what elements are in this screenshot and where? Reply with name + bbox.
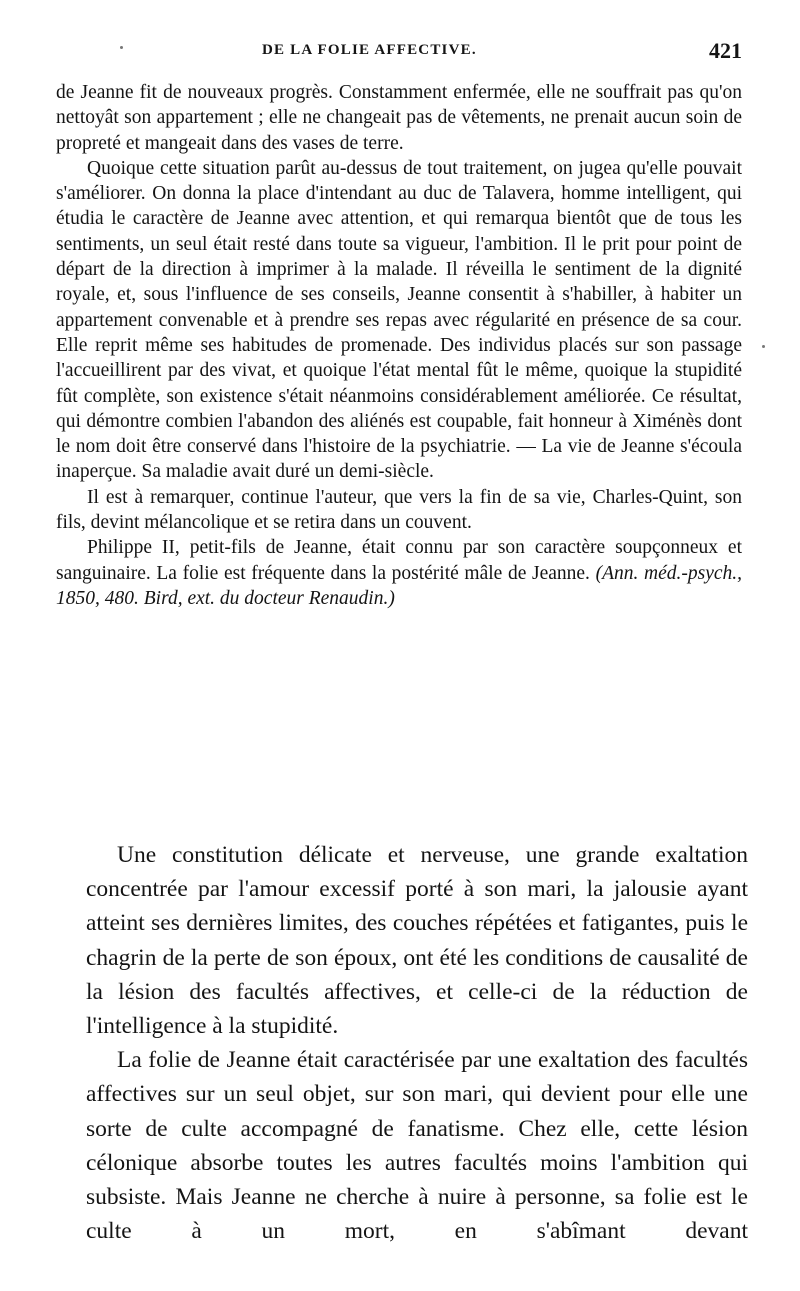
body-paragraph-2: La folie de Jeanne était caractérisée par une exaltation des facultés affectives sur un seul objet, sur son mari, qui devient pour elle une sorte de culte accompagné de fanatisme. Chez elle, cette lésion célonique absorbe toutes les autres facultés moins l'ambition qui subsiste. Mais Jeanne ne cherche à nuire à personne, sa folie est le culte à un mort, en s'abîmant devant <box>86 1047 748 1245</box>
print-speck <box>120 46 123 49</box>
quote-paragraph-1: de Jeanne fit de nouveaux progrès. Constamment enfermée, elle ne souffrait pas qu'on nettoyât son appartement ; elle ne changeait pas de vêtements, ne prenait aucun soin de propreté et mangeait dans des vases de terre. <box>56 82 742 154</box>
quote-paragraph-4 <box>56 535 742 611</box>
quoted-case-history <box>56 80 742 611</box>
quote-paragraph-2: Quoique cette situation parût au-dessus de tout traitement, on jugea qu'elle pouvait s'améliorer. On donna la place d'intendant au duc de Talavera, homme intelligent, qui étudia le caractère de Jeanne avec attention, et qui remarqua bientôt que de tous les sentiments, un seul était resté dans toute sa vigueur, l'ambition. Il le prit pour point de départ de la direction à imprimer à la malade. Il réveilla le sentiment de la dignité royale, et, sous l'influence de ses conseils, Jeanne consentit à s'habiller, à habiter un appartement convenable et à prendre ses repas avec régularité en présence de sa cour. Elle reprit même ses habitudes de promenade. Des individus placés sur son passage l'accueillirent par des vivat, et quoique l'état mental fût le même, quoique la stupidité fût complète, son existence s'était néanmoins considérablement améliorée. Ce résultat, qui démontre combien l'abandon des aliénés est coupable, fait honneur à Ximénès dont le nom doit être conservé dans l'histoire de la psychiatrie. — La vie de Jeanne s'écoula inaperçue. Sa maladie avait duré un demi-siècle. <box>56 157 742 483</box>
main-text <box>86 838 748 1248</box>
quote-paragraph-3: Il est à remarquer, continue l'auteur, que vers la fin de sa vie, Charles-Quint, son fils, devint mélancolique et se retira dans un couvent. <box>56 486 742 534</box>
body-paragraph-1: Une constitution délicate et nerveuse, une grande exaltation concentrée par l'amour excessif porté à son mari, la jalousie ayant atteint ses dernières limites, des couches répétées et fatigantes, puis le chagrin de la perte de son époux, ont été les conditions de causalité de la lésion des facultés affectives, et celle-ci de la réduction de l'intelligence à la stupidité. <box>86 842 748 1040</box>
running-head: DE LA FOLIE AFFECTIVE. <box>262 42 477 58</box>
page-number: 421 <box>709 38 742 63</box>
quote-paragraph-4-text: Philippe II, petit-fils de Jeanne, était connu par son caractère soupçonneux et sanguinaire. La folie est fréquente dans la postérité mâle de Jeanne. <box>56 537 742 584</box>
print-speck <box>762 345 765 348</box>
citation: (Ann. méd.-psych., 1850, 480. Bird, ext. du docteur Renaudin.) <box>56 562 743 609</box>
